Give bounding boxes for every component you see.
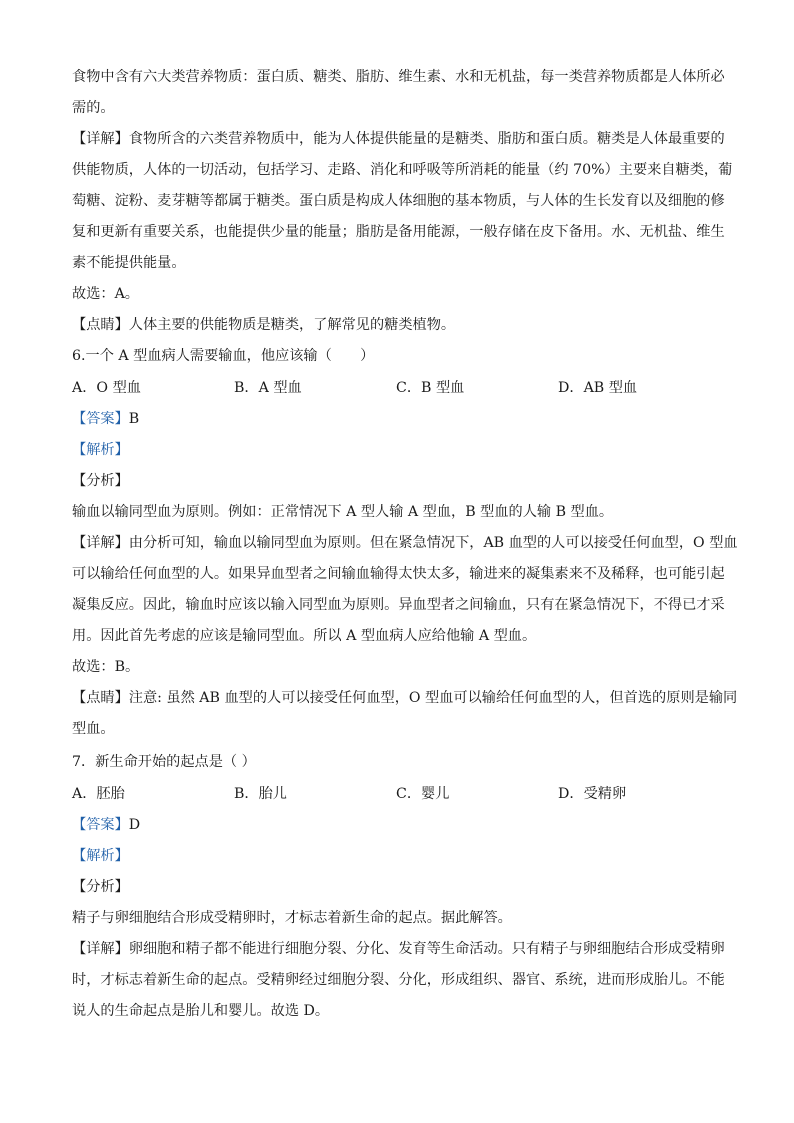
q6-detail-line: 可以输给任何血型的人。如果异血型者之间输血输得太快太多，输进来的凝集素来不及稀释，也可能引起 [72, 566, 725, 582]
q7-detail-line: 【详解】卵细胞和精子都不能进行细胞分裂、分化、发育等生命活动。只有精子与卵细胞结合形成受精卵 [72, 941, 725, 957]
q6-choose: 故选：B。 [72, 659, 140, 675]
q5-detail-line: 供能物质，人体的一切活动，包括学习、走路、消化和呼吸等所消耗的能量（约 70%）主要来自糖类，葡 [72, 162, 733, 178]
q7-analysis: 精子与卵细胞结合形成受精卵时，才标志着新生命的起点。据此解答。 [72, 910, 512, 926]
q6-fenxi-tag: 【分析】 [72, 473, 129, 489]
q5-detail-line: 素不能提供能量。 [72, 255, 186, 271]
q6-option-a: A．O 型血 [72, 380, 141, 396]
q7-fenxi-tag: 【分析】 [72, 879, 129, 895]
q6-option-d: D．AB 型血 [558, 380, 638, 396]
q6-detail-line: 用。因此首先考虑的应该是输同型血。所以 A 型血病人应给他输 A 型血。 [72, 628, 537, 644]
q7-detail-line: 时，才标志着新生命的起点。受精卵经过细胞分裂、分化，形成组织、器官、系统，进而形成胎儿。不能 [72, 972, 725, 988]
q6-analysis: 输血以输同型血为原则。例如：正常情况下 A 型人输 A 型血，B 型血的人输 B 型血。 [72, 504, 614, 520]
q5-detail-line: 【详解】食物所含的六类营养物质中，能为人体提供能量的是糖类、脂肪和蛋白质。糖类是人体最重要的 [72, 131, 725, 147]
q7-jiexi-tag: 【解析】 [72, 848, 129, 864]
q7-option-a: A．胚胎 [72, 786, 125, 802]
q5-detail-line: 萄糖、淀粉、麦芽糖等都属于糖类。蛋白质是构成人体细胞的基本物质，与人体的生长发育以及细胞的修 [72, 193, 725, 209]
q6-option-b: B．A 型血 [234, 380, 302, 396]
q6-option-c: C．B 型血 [396, 380, 465, 396]
answer-value: D [128, 817, 141, 833]
q5-choose: 故选：A。 [72, 286, 139, 302]
q6-detail-line: 【详解】由分析可知，输血以输同型血为原则。但在紧急情况下，AB 血型的人可以接受任何血型，O 型血 [72, 535, 738, 551]
answer-tag: 【答案】 [72, 817, 129, 833]
q5-text-line: 食物中含有六大类营养物质：蛋白质、糖类、脂肪、维生素、水和无机盐，每一类营养物质都是人体所必 [72, 69, 725, 85]
q7-option-c: C．婴儿 [396, 786, 450, 802]
q5-detail-line: 复和更新有重要关系，也能提供少量的能量；脂肪是备用能源，一般存储在皮下备用。水、无机盐、维生 [72, 224, 725, 240]
q7-stem: 7．新生命开始的起点是（ ） [72, 754, 256, 770]
q7-detail-line: 说人的生命起点是胎儿和婴儿。故选 D。 [72, 1003, 330, 1019]
q6-stem: 6.一个 A 型血病人需要输血，他应该输（ ） [72, 348, 375, 364]
answer-value: B [128, 411, 140, 427]
answer-tag: 【答案】 [72, 411, 129, 427]
q7-answer [72, 816, 732, 834]
q5-dianjing: 【点睛】人体主要的供能物质是糖类，了解常见的糖类植物。 [72, 317, 456, 333]
q6-answer [72, 410, 732, 428]
q6-jiexi-tag: 【解析】 [72, 442, 129, 458]
q5-text-line: 需的。 [72, 100, 115, 116]
q6-detail-line: 凝集反应。因此，输血时应该以输入同型血为原则。异血型者之间输血，只有在紧急情况下，不得已才采 [72, 597, 725, 613]
q6-dianjing-line: 型血。 [72, 721, 115, 737]
q7-option-b: B．胎儿 [234, 786, 287, 802]
q6-dianjing-line: 【点睛】注意: 虽然 AB 血型的人可以接受任何血型，O 型血可以输给任何血型的人，但首选的原则是输同 [72, 690, 738, 706]
q7-option-d: D．受精卵 [558, 786, 627, 802]
